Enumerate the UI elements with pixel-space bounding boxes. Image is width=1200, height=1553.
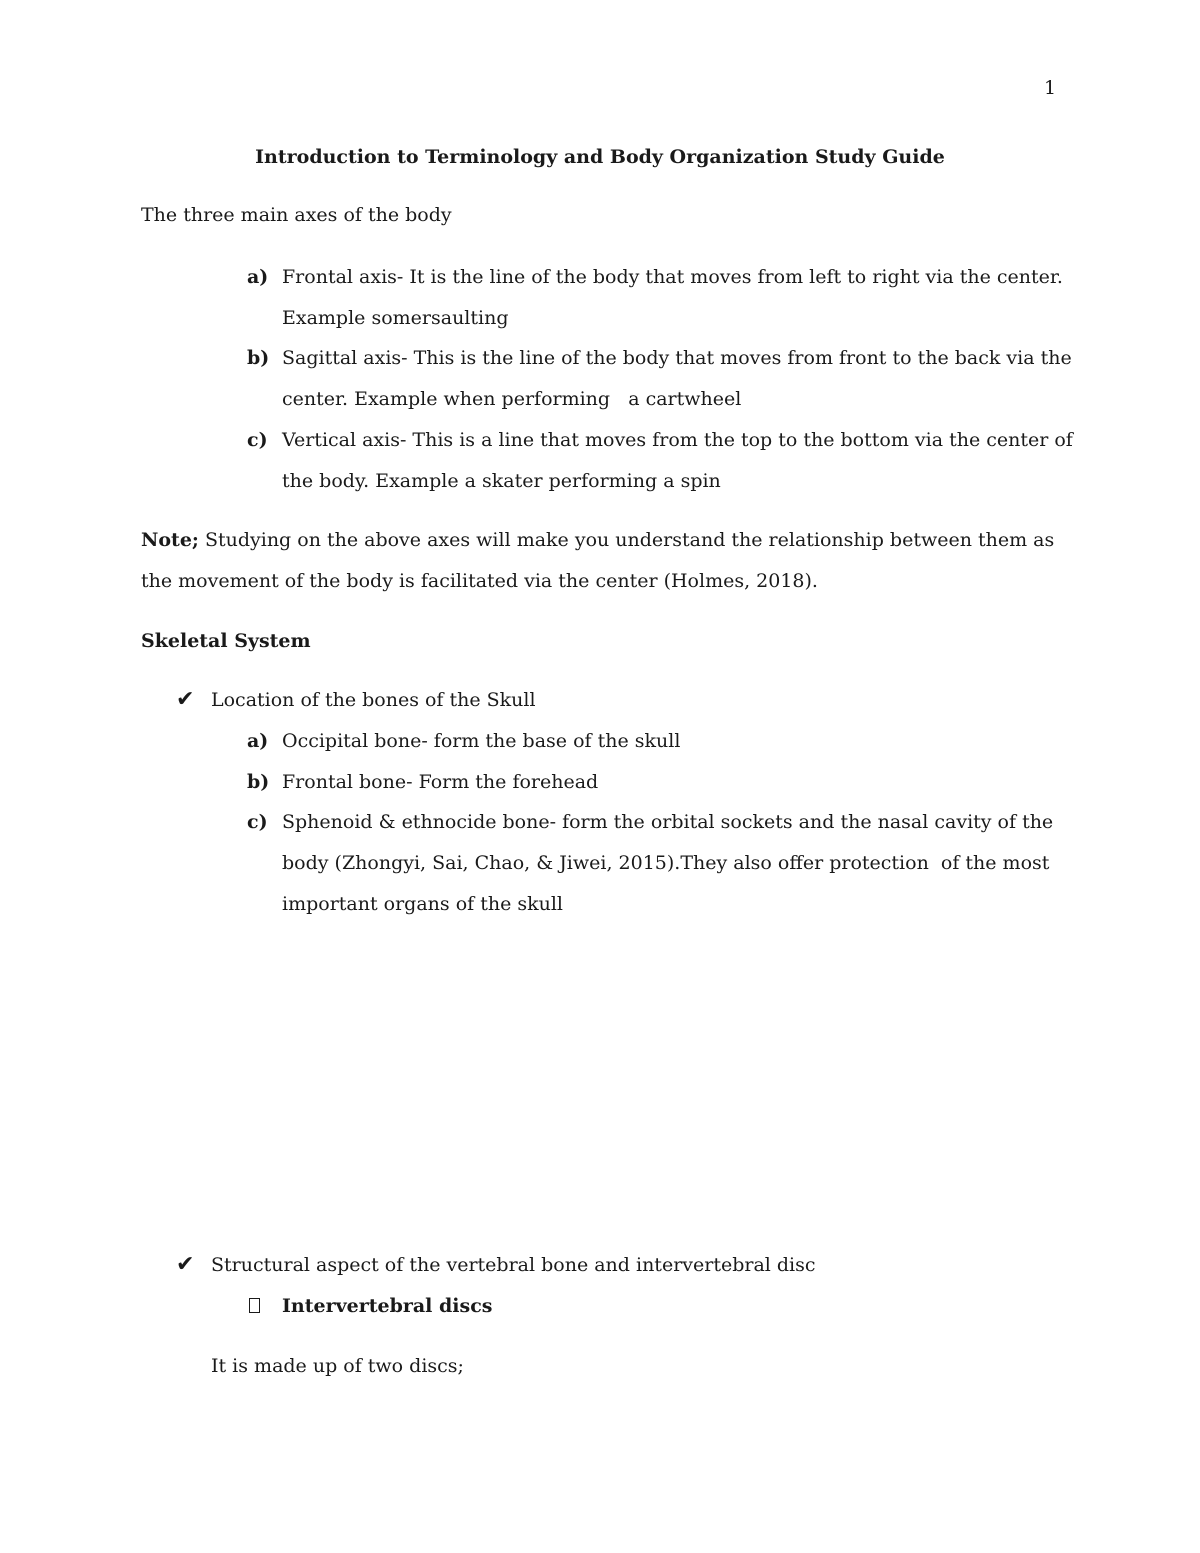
- check-mark-icon: ✔: [176, 687, 195, 712]
- list-marker: c): [247, 811, 268, 833]
- list-marker: a): [247, 730, 269, 752]
- list-item-line: center. Example when performing a cartwheel: [282, 388, 742, 410]
- document-title: Introduction to Terminology and Body Organization Study Guide: [255, 146, 945, 168]
- axes-intro: The three main axes of the body: [141, 204, 452, 226]
- list-item-line: Frontal axis- It is the line of the body that moves from left to right via the center.: [282, 266, 1063, 288]
- section-heading: Skeletal System: [141, 630, 311, 652]
- list-item-line: important organs of the skull: [282, 893, 564, 915]
- list-item-line: Example somersaulting: [282, 307, 509, 329]
- note-text: Studying on the above axes will make you understand the relationship between them as: [198, 529, 1055, 551]
- list-marker: a): [247, 266, 269, 288]
- skull-heading: Location of the bones of the Skull: [211, 689, 536, 711]
- check-mark-icon: ✔: [176, 1252, 195, 1277]
- list-item-line: Frontal bone- Form the forehead: [282, 771, 599, 793]
- discs-text: It is made up of two discs;: [211, 1355, 464, 1377]
- list-marker: c): [247, 429, 268, 451]
- list-item-line: Vertical axis- This is a line that moves from the top to the bottom via the center of: [282, 429, 1073, 451]
- list-item-line: Sagittal axis- This is the line of the body that moves from front to the back via the: [282, 347, 1072, 369]
- list-item-line: body (Zhongyi, Sai, Chao, & Jiwei, 2015).They also offer protection of the most: [282, 852, 1050, 874]
- note-line-2: the movement of the body is facilitated via the center (Holmes, 2018).: [141, 570, 818, 592]
- list-item-line: Sphenoid & ethnocide bone- form the orbital sockets and the nasal cavity of the: [282, 811, 1054, 833]
- list-item-line: the body. Example a skater performing a spin: [282, 470, 721, 492]
- note-line-1: [141, 528, 1054, 552]
- vertebral-heading: Structural aspect of the vertebral bone and intervertebral disc: [211, 1254, 816, 1276]
- list-marker: b): [247, 771, 270, 793]
- note-label: Note;: [141, 529, 199, 551]
- list-item-line: Occipital bone- form the base of the skull: [282, 730, 681, 752]
- discs-heading: Intervertebral discs: [282, 1295, 493, 1317]
- page-number: 1: [1044, 77, 1057, 99]
- list-marker: b): [247, 347, 270, 369]
- empty-box-icon: [249, 1298, 260, 1313]
